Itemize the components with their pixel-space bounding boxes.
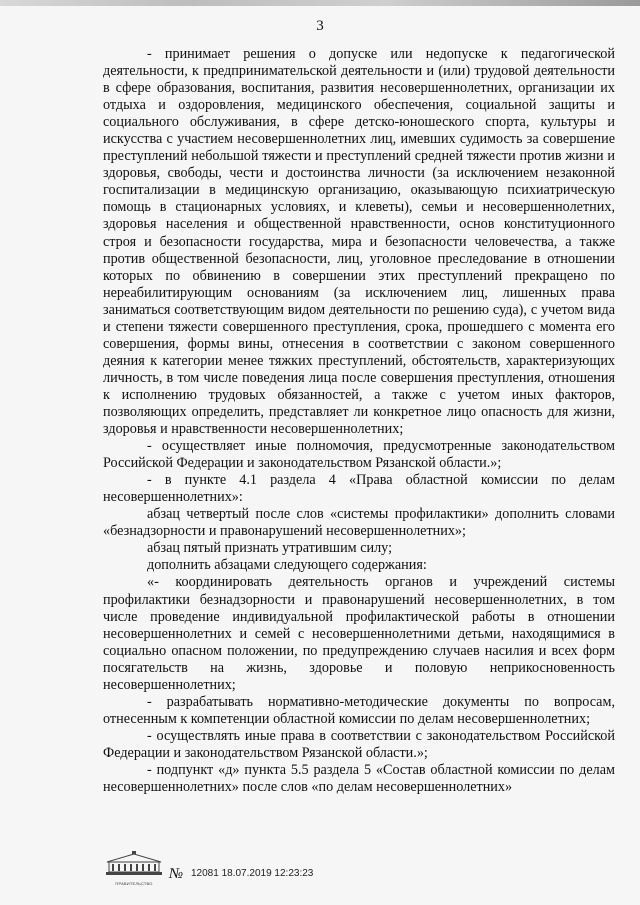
document-registration-info: 12081 18.07.2019 12:23:23 (191, 868, 314, 879)
paragraph: дополнить абзацами следующего содержания: (147, 557, 427, 574)
stamp-caption: ПРАВИТЕЛЬСТВО (115, 881, 153, 886)
paragraph: - осуществлять иные права в соответствии с законодательством Российской Федерации и законодательством Рязанской области.»; (103, 727, 615, 761)
document-number-mark: № (169, 866, 184, 882)
scan-edge (0, 0, 640, 6)
document-body (103, 46, 615, 796)
paragraph: - осуществляет иные полномочия, предусмотренные законодательством Российской Федерации и законодательством Рязанской области.»; (103, 438, 615, 472)
paragraph: «- координировать деятельность органов и учреждений системы профилактики безнадзорности и правонарушений несовершеннолетних, в том числе проведение индивидуальной профилактической работы в отношении несовершеннолетних и семей с несовершеннолетними детьми, находящимися в социально опасном положении, по предупреждению случаев насилия и всех форм посягательств на жизнь, здоровье и половую неприкосновенность несовершеннолетних; (103, 574, 615, 693)
government-building-icon (103, 850, 165, 880)
paragraph: - подпункт «д» пункта 5.5 раздела 5 «Состав областной комиссии по делам несовершеннолетних» после слов «по делам несовершеннолетних» (103, 761, 615, 796)
paragraph: - в пункте 4.1 раздела 4 «Права областной комиссии по делам несовершеннолетних»: (103, 472, 615, 506)
paragraph: - разрабатывать нормативно-методические документы по вопросам, отнесенным к компетенции областной комиссии по делам несовершеннолетних; (103, 693, 615, 727)
paragraph: абзац четвертый после слов «системы профилактики» дополнить словами «безнадзорности и правонарушений несовершеннолетних»; (103, 506, 615, 540)
paragraph: абзац пятый признать утратившим силу; (147, 540, 393, 557)
paragraph: - принимает решения о допуске или недопуске к педагогической деятельности, к предпринимательской деятельности и (или) трудовой деятельности в сфере образования, воспитания, развития несовершеннолетних, организации их отдыха и оздоровления, медицинского обеспечения, социальной защиты и социального обслуживания, в сфере детско-юношеского спорта, культуры и искусства с участием несовершеннолетних лиц, имевших судимость за совершение преступлений небольшой тяжести и преступлений средней тяжести против жизни и здоровья, свободы, чести и достоинства личности (за исключением незаконной госпитализации в медицинскую организацию, оказывающую психиатрическую помощь в стационарных условиях, и клеветы), семьи и несовершеннолетних, здоровья населения и общественной нравственности, основ конституционного строя и безопасности государства, мира и безопасности человечества, а также против общественной безопасности, лиц, уголовное преследование в отношении которых по обвинению в совершении этих преступлений прекращено по нереабилитирующим основаниям (за исключением лиц, лишенных права заниматься соответствующим видом деятельности по решению суда), с учетом вида и степени тяжести совершенного преступления, срока, прошедшего с момента его совершения, формы вины, отнесения в соответствии с законом совершенного деяния к категории менее тяжких преступлений, обстоятельств, характеризующих личность, в том числе поведения лица после совершения преступления, отношения к исполнению трудовых обязанностей, а также с учетом иных факторов, позволяющих определить, представляет ли конкретное лицо опасность для жизни, здоровья и нравственности несовершеннолетних; (103, 46, 615, 438)
document-footer (103, 850, 403, 890)
page-number: 3 (316, 18, 324, 34)
